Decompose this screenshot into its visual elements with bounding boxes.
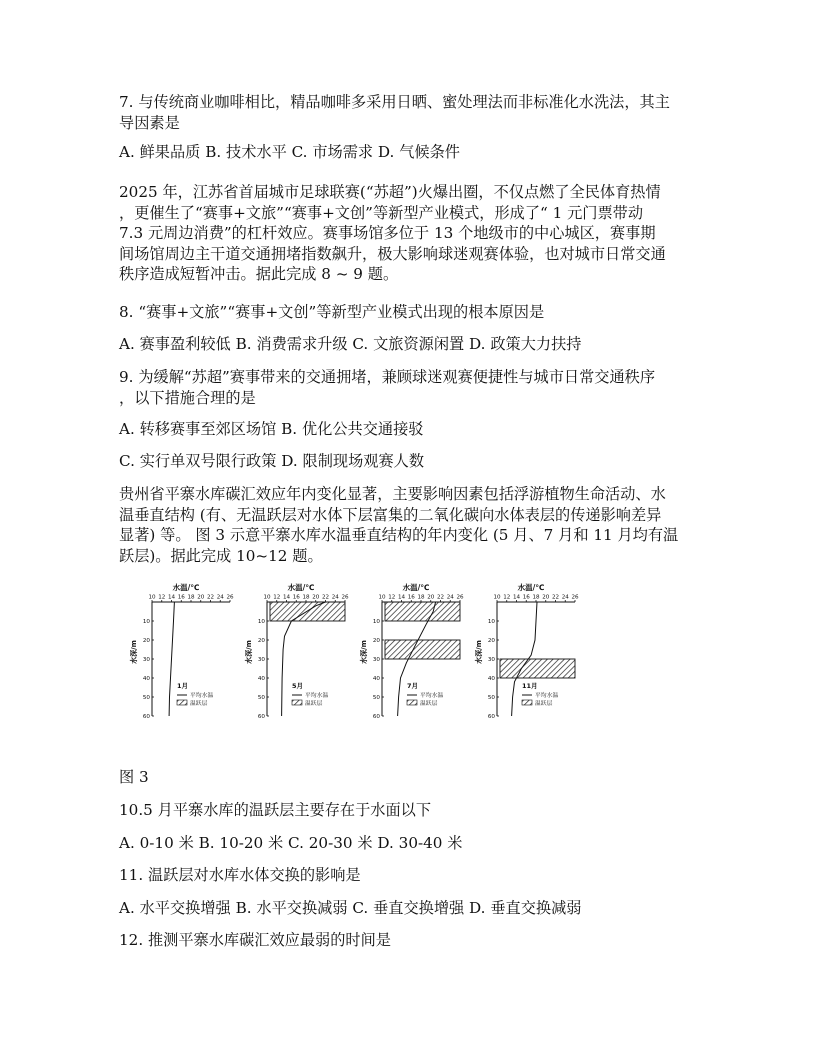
y-tick-label: 20 xyxy=(372,638,380,644)
thermocline-band xyxy=(500,659,575,678)
legend-box-label: 温跃层 xyxy=(535,701,553,707)
question-8-stem: 8. “赛事+文旅”“赛事+文创”等新型产业模式出现的根本原因是 xyxy=(119,303,545,321)
legend-line-label: 平均水温 xyxy=(535,693,559,699)
question-7-options: A. 鲜果品质 B. 技术水平 C. 市场需求 D. 气候条件 xyxy=(119,143,460,161)
x-tick-label: 18 xyxy=(302,594,310,601)
chart-y-axis-title: 水深/m xyxy=(475,640,483,664)
passage-2-line-4: 跃层)。据此完成 10~12 题。 xyxy=(119,546,323,565)
x-tick-label: 22 xyxy=(436,594,445,601)
question-11-options: A. 水平交换增强 B. 水平交换减弱 C. 垂直交换增强 D. 垂直交换减弱 xyxy=(119,898,582,917)
question-9-stem-line-1: 9. 为缓解“苏超”赛事带来的交通拥堵，兼顾球迷观赛便捷性与城市日常交通秩序 xyxy=(119,368,656,386)
x-tick-label: 10 xyxy=(493,594,501,601)
question-8 xyxy=(119,302,701,354)
x-tick-label: 20 xyxy=(427,594,435,601)
y-tick-label: 10 xyxy=(487,619,495,625)
x-tick-label: 14 xyxy=(282,594,291,601)
x-tick-label: 14 xyxy=(167,594,176,601)
x-tick-label: 10 xyxy=(263,594,271,601)
x-tick-label: 18 xyxy=(417,594,425,601)
y-tick-label: 60 xyxy=(372,714,380,720)
y-tick-label: 60 xyxy=(142,714,150,720)
chart-panel-label: 7月 xyxy=(407,682,419,690)
x-tick-label: 24 xyxy=(331,594,339,601)
passage-reservoir xyxy=(119,484,701,566)
y-tick-label: 10 xyxy=(372,619,380,625)
legend-box-label: 温跃层 xyxy=(420,701,438,707)
chart-x-axis-title: 水温/℃ xyxy=(402,583,430,592)
legend-line-label: 平均水温 xyxy=(190,693,214,699)
y-tick-label: 40 xyxy=(257,676,265,682)
y-tick-label: 30 xyxy=(142,657,150,663)
figure-3-charts xyxy=(132,582,602,722)
question-12 xyxy=(119,930,701,951)
question-12-stem: 12. 推测平寨水库碳汇效应最弱的时间是 xyxy=(119,931,391,949)
passage-1-line-3: 7.3 元周边消费”的杠杆效应。赛事场馆多位于 13 个地级市的中心城区，赛事期 xyxy=(119,224,656,242)
x-tick-label: 22 xyxy=(551,594,560,601)
legend-box-label: 温跃层 xyxy=(190,701,208,707)
x-tick-label: 24 xyxy=(561,594,569,601)
question-10-options: A. 0-10 米 B. 10-20 米 C. 20-30 米 D. 30-40 米 xyxy=(119,833,463,852)
y-tick-label: 40 xyxy=(372,676,380,682)
passage-2-line-2: 温垂直结构 (有、无温跃层对水体下层富集的二氧化碳向水体表层的传递影响差异 xyxy=(119,505,662,524)
y-tick-label: 50 xyxy=(257,695,265,701)
passage-1-line-4: 间场馆周边主干道交通拥堵指数飙升，极大影响球迷观赛体验，也对城市日常交通 xyxy=(119,244,666,263)
chart-y-axis-title: 水深/m xyxy=(130,640,138,664)
chart-x-axis-title: 水温/℃ xyxy=(517,583,545,592)
question-9-options-line-1: A. 转移赛事至郊区场馆 B. 优化公共交通接驳 xyxy=(119,420,424,438)
chart-january xyxy=(132,582,237,722)
passage-2-line-1: 贵州省平寨水库碳汇效应年内变化显著，主要影响因素包括浮游植物生命活动、水 xyxy=(119,485,666,503)
chart-november xyxy=(477,582,582,722)
x-tick-label: 18 xyxy=(532,594,540,601)
passage-suchao xyxy=(119,182,701,285)
chart-may xyxy=(247,582,352,722)
x-tick-label: 12 xyxy=(158,594,166,601)
y-tick-label: 20 xyxy=(487,638,495,644)
question-9 xyxy=(119,367,701,471)
legend-box-swatch xyxy=(177,700,187,705)
question-9-stem-line-2: ，以下措施合理的是 xyxy=(119,388,256,407)
legend-box-swatch xyxy=(407,700,417,705)
y-tick-label: 50 xyxy=(142,695,150,701)
x-tick-label: 18 xyxy=(187,594,195,601)
question-7-stem-line-2: 导因素是 xyxy=(119,113,180,132)
legend-line-label: 平均水温 xyxy=(305,693,329,699)
chart-panel-label: 11月 xyxy=(522,682,538,690)
x-tick-label: 12 xyxy=(388,594,396,601)
passage-2-line-3: 显著) 等。 图 3 示意平寨水库水温垂直结构的年内变化 (5 月、7 月和 11 月均有温 xyxy=(119,526,679,544)
question-7 xyxy=(119,92,701,163)
legend-line-label: 平均水温 xyxy=(420,693,444,699)
question-9-options-line-2: C. 实行单双号限行政策 D. 限制现场观赛人数 xyxy=(119,451,425,470)
legend-box-swatch xyxy=(522,700,532,705)
x-tick-label: 26 xyxy=(226,594,234,601)
y-tick-label: 30 xyxy=(487,657,495,663)
chart-y-axis-title: 水深/m xyxy=(360,640,368,664)
y-tick-label: 10 xyxy=(142,619,150,625)
passage-1-line-2: ，更催生了“赛事+文旅”“赛事+文创”等新型产业模式，形成了“ 1 元门票带动 xyxy=(119,203,644,222)
x-tick-label: 22 xyxy=(206,594,215,601)
x-tick-label: 26 xyxy=(571,594,579,601)
chart-x-axis-title: 水温/℃ xyxy=(172,583,200,592)
y-tick-label: 40 xyxy=(487,676,495,682)
x-tick-label: 12 xyxy=(273,594,281,601)
y-tick-label: 60 xyxy=(257,714,265,720)
question-10 xyxy=(119,800,701,853)
question-7-stem-line-1: 7. 与传统商业咖啡相比，精品咖啡多采用日晒、蜜处理法而非标准化水洗法，其主 xyxy=(119,93,670,111)
chart-panel-label: 1月 xyxy=(177,682,189,690)
y-tick-label: 30 xyxy=(257,657,265,663)
x-tick-label: 16 xyxy=(407,594,415,601)
chart-y-axis-title: 水深/m xyxy=(245,640,253,664)
y-tick-label: 60 xyxy=(487,714,495,720)
x-tick-label: 20 xyxy=(542,594,550,601)
thermocline-band xyxy=(385,602,460,621)
legend-box-label: 温跃层 xyxy=(305,701,323,707)
passage-1-line-1: 2025 年，江苏省首届城市足球联赛(“苏超”)火爆出圈，不仅点燃了全民体育热情 xyxy=(119,183,661,201)
x-tick-label: 12 xyxy=(503,594,511,601)
x-tick-label: 22 xyxy=(321,594,330,601)
passage-1-line-5: 秩序造成短暂冲击。据此完成 8 ~ 9 题。 xyxy=(119,265,399,283)
x-tick-label: 10 xyxy=(148,594,156,601)
x-tick-label: 16 xyxy=(177,594,185,601)
y-tick-label: 50 xyxy=(487,695,495,701)
chart-panel-label: 5月 xyxy=(292,682,304,690)
x-tick-label: 10 xyxy=(378,594,386,601)
question-11-stem: 11. 温跃层对水库水体交换的影响是 xyxy=(119,866,361,884)
temperature-series-line xyxy=(169,602,174,716)
question-11 xyxy=(119,865,701,918)
question-10-stem: 10.5 月平寨水库的温跃层主要存在于水面以下 xyxy=(119,801,432,819)
chart-july xyxy=(362,582,467,722)
x-tick-label: 20 xyxy=(312,594,320,601)
y-tick-label: 10 xyxy=(257,619,265,625)
y-tick-label: 20 xyxy=(257,638,265,644)
y-tick-label: 20 xyxy=(142,638,150,644)
x-tick-label: 24 xyxy=(446,594,454,601)
question-8-options: A. 赛事盈利较低 B. 消费需求升级 C. 文旅资源闲置 D. 政策大力扶持 xyxy=(119,334,582,353)
x-tick-label: 20 xyxy=(197,594,205,601)
y-tick-label: 40 xyxy=(142,676,150,682)
thermocline-band xyxy=(385,640,460,659)
x-tick-label: 26 xyxy=(456,594,464,601)
x-tick-label: 24 xyxy=(216,594,224,601)
x-tick-label: 26 xyxy=(341,594,349,601)
x-tick-label: 16 xyxy=(522,594,530,601)
y-tick-label: 30 xyxy=(372,657,380,663)
x-tick-label: 16 xyxy=(292,594,300,601)
chart-x-axis-title: 水温/℃ xyxy=(287,583,315,592)
y-tick-label: 50 xyxy=(372,695,380,701)
figure-caption-block xyxy=(119,767,701,788)
figure-caption: 图 3 xyxy=(119,768,149,786)
x-tick-label: 14 xyxy=(397,594,406,601)
x-tick-label: 14 xyxy=(512,594,521,601)
legend-box-swatch xyxy=(292,700,302,705)
